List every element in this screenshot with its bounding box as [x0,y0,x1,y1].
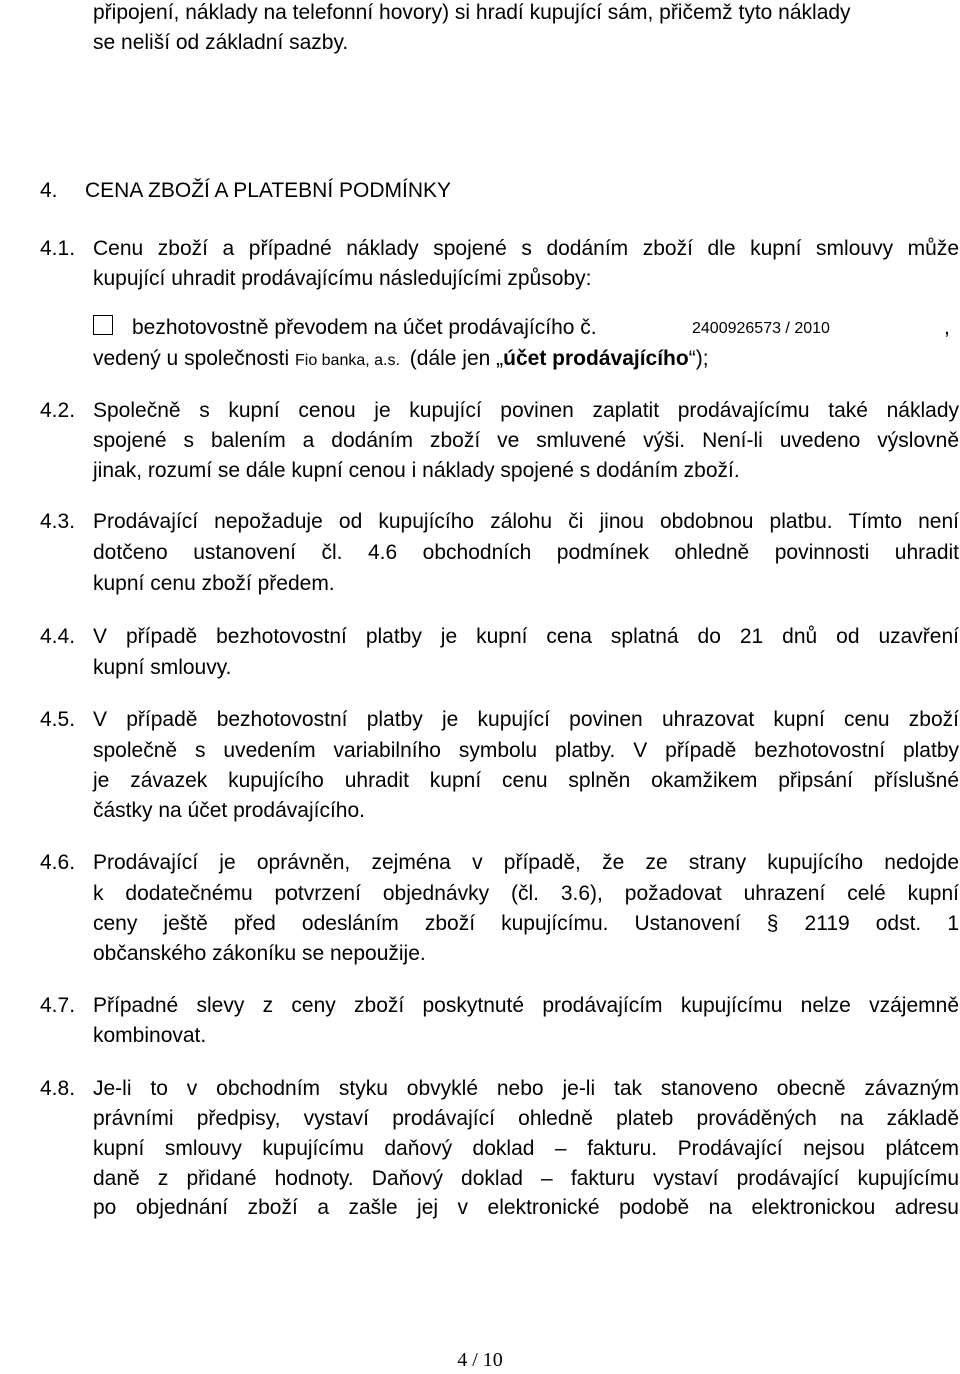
intro-line-2: se neliší od základní sazby. [93,31,349,54]
clause-number-4-2: 4.2. [40,399,76,422]
clause-number-4-1: 4.1. [40,237,76,260]
clause-4-5-line-1: V případě bezhotovostní platby je kupující povinen uhrazovat kupní cenu zboží [93,708,959,731]
option-text-b: vedený u společnosti [93,347,290,370]
page-number: 4 / 10 [457,1349,503,1371]
clause-4-6-line-2: k dodatečnému potvrzení objednávky (čl. 3.6), požadovat uhrazení celé kupní [93,882,959,905]
clause-4-3-line-2: dotčeno ustanovení čl. 4.6 obchodních podmínek ohledně povinnosti uhradit [93,541,959,564]
clause-4-5-line-2: společně s uvedením variabilního symbolu platby. V případě bezhotovostní platby [93,739,959,762]
clause-number-4-5: 4.5. [40,708,76,731]
clause-number-4-6: 4.6. [40,851,76,874]
clause-4-2-line-3: jinak, rozumí se dále kupní cenou i náklady spojené s dodáním zboží. [93,459,740,482]
account-number: 2400926573 / 2010 [692,320,830,337]
option-line-2 [93,344,709,376]
payment-option-checkbox[interactable] [93,315,113,335]
intro-line-1: připojení, náklady na telefonní hovory) si hradí kupující sám, přičemž tyto náklady [93,1,851,24]
clause-4-8-line-3: kupní smlouvy kupujícímu daňový doklad – fakturu. Prodávající nejsou plátcem [93,1137,959,1160]
option-text-a: bezhotovostně převodem na účet prodávajícího č. [132,316,597,339]
clause-4-1-line-2: kupující uhradit prodávajícímu následujícími způsoby: [93,267,592,290]
clause-4-3-line-1: Prodávající nepožaduje od kupujícího zálohu či jinou obdobnou platbu. Tímto není [93,510,959,533]
clause-4-3-line-3: kupní cenu zboží předem. [93,572,335,595]
clause-4-2-line-2: spojené s balením a dodáním zboží ve smluvené výši. Není-li uvedeno výslovně [93,429,959,452]
clause-4-2-line-1: Společně s kupní cenou je kupující povinen zaplatit prodávajícímu také náklady [93,399,959,422]
clause-4-6-line-3: ceny ještě před odesláním zboží kupujícímu. Ustanovení § 2119 odst. 1 [93,912,959,935]
clause-number-4-3: 4.3. [40,510,76,533]
bank-name: Fio banka, a.s. [294,352,400,369]
clause-4-5-line-3: je závazek kupujícího uhradit kupní cenu splněn okamžikem připsání příslušné [93,769,959,792]
clause-4-4-line-2: kupní smlouvy. [93,656,232,679]
clause-4-8-line-5: po objednání zboží a zašle jej v elektronické podobě na elektronickou adresu [93,1196,959,1219]
clause-number-4-7: 4.7. [40,994,76,1017]
clause-4-8-line-2: právními předpisy, vystaví prodávající ohledně plateb prováděných na základě [93,1107,959,1130]
clause-4-5-line-4: částky na účet prodávajícího. [93,799,365,822]
option-text-d: “); [688,347,709,370]
option-comma: , [944,316,950,339]
clause-4-7-line-1: Případné slevy z ceny zboží poskytnuté prodávajícím kupujícímu nelze vzájemně [93,994,959,1017]
clause-4-6-line-4: občanského zákoníku se nepoužije. [93,942,426,965]
clause-4-6-line-1: Prodávající je oprávněn, zejména v případě, že ze strany kupujícího nedojde [93,851,959,874]
option-text-c: (dále jen „ [409,347,504,370]
clause-4-8-line-4: daně z přidané hodnoty. Daňový doklad – fakturu vystaví prodávající kupujícímu [93,1167,959,1190]
clause-4-7-line-2: kombinovat. [93,1024,207,1047]
clause-number-4-8: 4.8. [40,1077,76,1100]
clause-number-4-4: 4.4. [40,625,76,648]
section-number: 4. [40,179,58,202]
clause-4-4-line-1: V případě bezhotovostní platby je kupní cena splatná do 21 dnů od uzavření [93,625,959,648]
option-emph: účet prodávajícího [503,347,689,370]
clause-4-1-line-1: Cenu zboží a případné náklady spojené s dodáním zboží dle kupní smlouvy může [93,237,959,260]
section-title: CENA ZBOŽÍ A PLATEBNÍ PODMÍNKY [85,179,452,202]
clause-4-8-line-1: Je-li to v obchodním styku obvyklé nebo je-li tak stanoveno obecně závazným [93,1077,959,1100]
